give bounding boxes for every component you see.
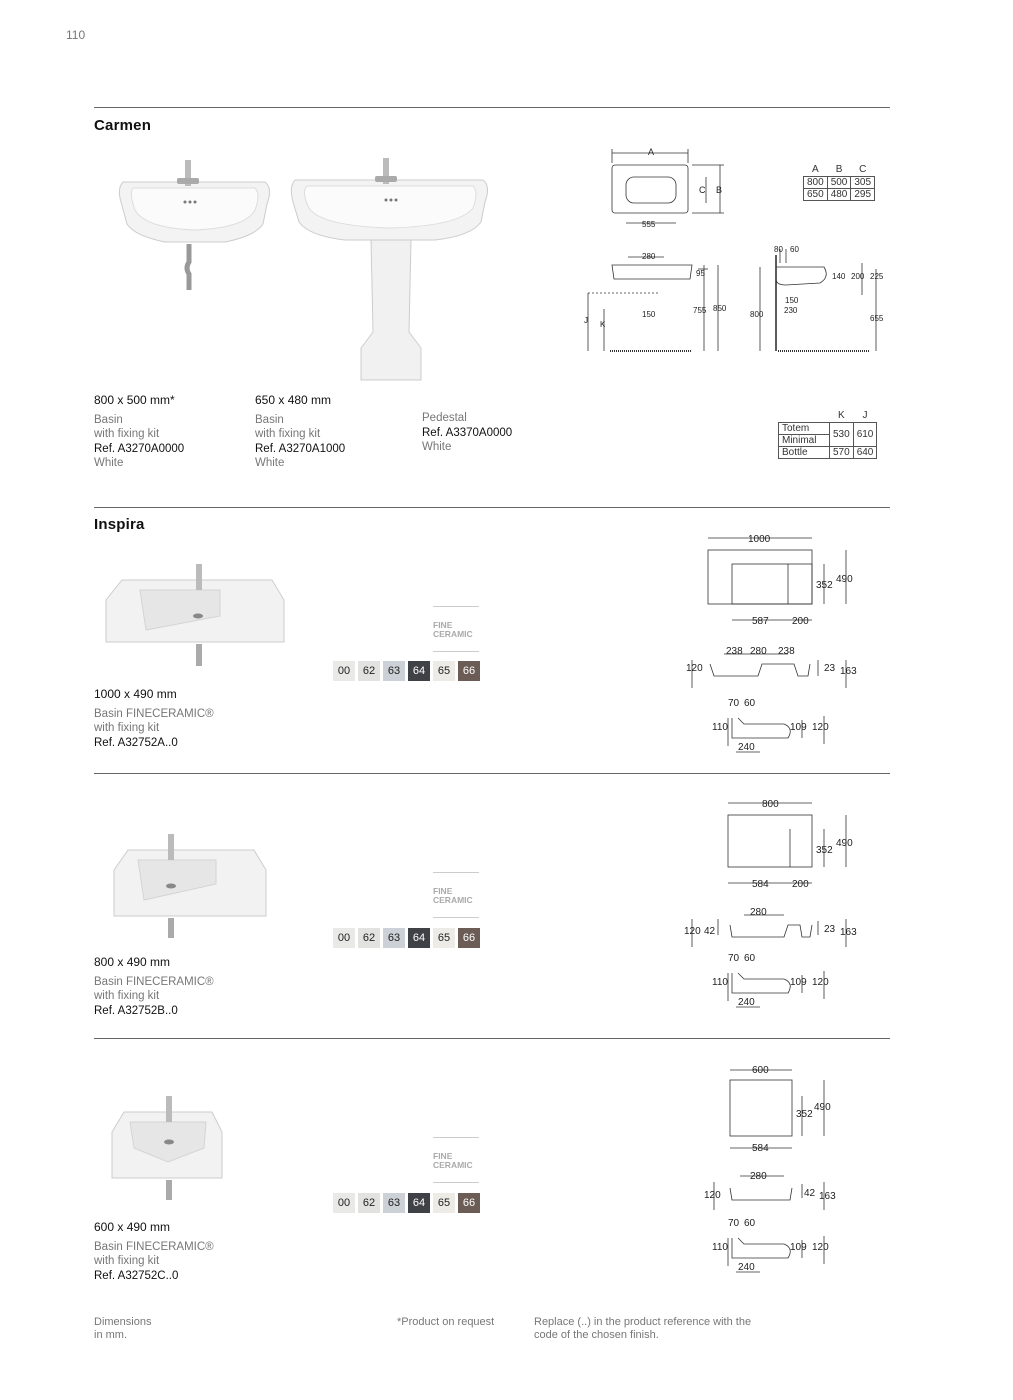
dim-label: 60 bbox=[744, 698, 756, 709]
dim-label: 23 bbox=[824, 924, 836, 935]
product-size: 600 x 490 mm bbox=[94, 1220, 171, 1234]
section-divider bbox=[94, 773, 890, 774]
finish-swatch[interactable]: 64 bbox=[408, 661, 430, 681]
table-cell: 650 bbox=[804, 189, 828, 201]
table-header: J bbox=[862, 410, 868, 421]
product-type: Basin FINECERAMIC® bbox=[94, 975, 214, 988]
dim-label: 200 bbox=[851, 272, 865, 281]
dim-label: 110 bbox=[712, 722, 728, 733]
product-ref: Ref. A32752B..0 bbox=[94, 1004, 178, 1017]
section-divider bbox=[94, 1038, 890, 1039]
table-cell: Bottle bbox=[779, 447, 830, 459]
product-ref: Ref. A3370A0000 bbox=[422, 426, 513, 439]
footer-line: code of the chosen finish. bbox=[534, 1329, 659, 1341]
dim-label: 23 bbox=[824, 663, 836, 674]
section-title-inspira: Inspira bbox=[94, 516, 145, 533]
footer-line: Replace (..) in the product reference with the bbox=[534, 1316, 752, 1328]
dim-label: 42 bbox=[704, 926, 716, 937]
dim-label: 240 bbox=[738, 1262, 755, 1273]
finish-swatch[interactable]: 65 bbox=[433, 661, 455, 681]
dim-label: 655 bbox=[870, 314, 884, 323]
product-color: White bbox=[94, 457, 124, 469]
product-block bbox=[94, 393, 184, 471]
logo-text: CERAMIC bbox=[433, 629, 473, 639]
product-block bbox=[422, 411, 512, 455]
table-cell: 570 bbox=[830, 447, 854, 459]
fineceramic-logo bbox=[433, 872, 479, 905]
dim-label: 60 bbox=[744, 953, 756, 964]
logo-text: FINE bbox=[433, 1151, 453, 1161]
product-type: Pedestal bbox=[422, 412, 467, 424]
finish-swatch[interactable]: 63 bbox=[383, 661, 405, 681]
table-cell: 640 bbox=[853, 447, 877, 459]
dim-label: 225 bbox=[870, 272, 884, 281]
dim-label: 352 bbox=[816, 580, 833, 591]
inspira-800-basin-image bbox=[108, 830, 273, 940]
carmen-wall-basin-image bbox=[115, 152, 275, 292]
divider bbox=[433, 651, 479, 652]
table-cell: 295 bbox=[851, 189, 875, 201]
product-kit: with fixing kit bbox=[94, 428, 160, 440]
dim-label: 163 bbox=[840, 666, 857, 677]
dim-label: 200 bbox=[792, 616, 809, 627]
inspira-600-technical-drawing bbox=[684, 1062, 864, 1278]
footer-line: in mm. bbox=[94, 1329, 127, 1341]
finish-swatches bbox=[333, 928, 483, 948]
logo-text: CERAMIC bbox=[433, 895, 473, 905]
inspira-800-technical-drawing bbox=[684, 795, 864, 1011]
dim-label: 238 bbox=[726, 646, 743, 657]
table-cell: 500 bbox=[827, 177, 851, 189]
dim-label: 490 bbox=[814, 1102, 831, 1113]
dim-label: 555 bbox=[642, 220, 656, 229]
dim-label: J bbox=[584, 316, 588, 325]
table-row bbox=[779, 447, 877, 459]
table-cell: 305 bbox=[851, 177, 875, 189]
product-block bbox=[94, 955, 214, 1018]
dim-label: 140 bbox=[832, 272, 846, 281]
table-header: C bbox=[859, 164, 867, 175]
dim-label: 238 bbox=[778, 646, 795, 657]
dim-label: 1000 bbox=[748, 534, 771, 545]
table-header: A bbox=[812, 164, 819, 175]
product-block bbox=[94, 1220, 214, 1283]
dim-label: 120 bbox=[812, 722, 829, 733]
dim-label: 280 bbox=[642, 252, 656, 261]
dim-label: 110 bbox=[712, 1242, 728, 1253]
finish-swatch[interactable]: 00 bbox=[333, 1193, 355, 1213]
product-type: Basin bbox=[94, 413, 123, 426]
dim-label: B bbox=[716, 185, 723, 195]
table-row bbox=[804, 189, 875, 201]
product-type: Basin FINECERAMIC® bbox=[94, 1240, 214, 1253]
dim-label: 120 bbox=[686, 663, 703, 674]
finish-swatches bbox=[333, 661, 483, 681]
finish-swatch[interactable]: 62 bbox=[358, 1193, 380, 1213]
dim-label: 600 bbox=[752, 1065, 769, 1076]
finish-swatch[interactable]: 63 bbox=[383, 1193, 405, 1213]
table-cell: Totem bbox=[779, 423, 830, 435]
table-cell: 610 bbox=[853, 423, 877, 447]
inspira-600-basin-image bbox=[108, 1092, 233, 1204]
dim-label: 42 bbox=[804, 1188, 816, 1199]
product-ref: Ref. A3270A1000 bbox=[255, 442, 346, 455]
finish-swatch[interactable]: 64 bbox=[408, 928, 430, 948]
finish-swatch[interactable]: 65 bbox=[433, 1193, 455, 1213]
fineceramic-logo bbox=[433, 606, 479, 639]
dim-label: 490 bbox=[836, 838, 853, 849]
divider bbox=[433, 1182, 479, 1183]
dim-label: K bbox=[600, 320, 606, 329]
dim-label: 352 bbox=[816, 845, 833, 856]
logo-text: FINE bbox=[433, 886, 453, 896]
finish-swatch[interactable]: 66 bbox=[458, 661, 480, 681]
product-kit: with fixing kit bbox=[94, 1255, 160, 1267]
dim-label: 280 bbox=[750, 907, 767, 918]
product-size: 1000 x 490 mm bbox=[94, 687, 177, 701]
table-cell: Minimal bbox=[779, 435, 830, 447]
dim-label: 109 bbox=[790, 722, 807, 733]
fineceramic-logo bbox=[433, 1137, 479, 1170]
product-kit: with fixing kit bbox=[255, 428, 321, 440]
product-type: Basin bbox=[255, 413, 284, 426]
finish-swatch[interactable]: 63 bbox=[383, 928, 405, 948]
dim-label: 95 bbox=[696, 269, 705, 278]
finish-swatch[interactable]: 64 bbox=[408, 1193, 430, 1213]
product-block bbox=[94, 687, 214, 750]
dim-label: 150 bbox=[642, 310, 656, 319]
dim-label: 163 bbox=[840, 927, 857, 938]
dim-label: 240 bbox=[738, 997, 755, 1008]
product-size: 800 x 490 mm bbox=[94, 955, 171, 969]
footer-line: Dimensions bbox=[94, 1316, 152, 1328]
dim-label: 110 bbox=[712, 977, 728, 988]
logo-text: FINE bbox=[433, 620, 453, 630]
dim-label: 352 bbox=[796, 1109, 813, 1120]
dim-label: 230 bbox=[784, 306, 798, 315]
dim-label: 120 bbox=[704, 1190, 721, 1201]
table-header: K bbox=[838, 410, 845, 421]
finish-swatch[interactable]: 00 bbox=[333, 928, 355, 948]
table-cell: 800 bbox=[804, 177, 828, 189]
dim-label: 280 bbox=[750, 1171, 767, 1182]
finish-swatch[interactable]: 66 bbox=[458, 1193, 480, 1213]
dim-label: 109 bbox=[790, 1242, 807, 1253]
section-title-carmen: Carmen bbox=[94, 117, 152, 134]
dim-label: 587 bbox=[752, 616, 769, 627]
product-size: 800 x 500 mm* bbox=[94, 393, 175, 407]
dim-label: 120 bbox=[684, 926, 701, 937]
dim-label: 70 bbox=[728, 1218, 740, 1229]
product-ref: Ref. A32752A..0 bbox=[94, 736, 178, 749]
inspira-1000-basin-image bbox=[100, 560, 290, 670]
inspira-1000-technical-drawing bbox=[684, 530, 864, 756]
carmen-pedestal-basin-image bbox=[285, 152, 495, 384]
dim-label: A bbox=[648, 147, 655, 157]
footer-line: *Product on request bbox=[397, 1316, 495, 1328]
finish-swatches bbox=[333, 1193, 483, 1213]
table-header: B bbox=[835, 164, 843, 175]
dim-label: 80 bbox=[774, 245, 783, 254]
product-color: White bbox=[255, 457, 285, 469]
logo-text: CERAMIC bbox=[433, 1160, 473, 1170]
dim-label: 120 bbox=[812, 1242, 829, 1253]
finish-swatch[interactable]: 62 bbox=[358, 661, 380, 681]
finish-swatch[interactable]: 00 bbox=[333, 661, 355, 681]
table-cell: 480 bbox=[827, 189, 851, 201]
dim-label: 60 bbox=[744, 1218, 756, 1229]
finish-swatch[interactable]: 65 bbox=[433, 928, 455, 948]
product-kit: with fixing kit bbox=[94, 990, 160, 1002]
product-size: 650 x 480 mm bbox=[255, 393, 332, 407]
product-kit: with fixing kit bbox=[94, 722, 160, 734]
dim-label: 120 bbox=[812, 977, 829, 988]
page-number: 110 bbox=[66, 28, 86, 42]
product-ref: Ref. A3270A0000 bbox=[94, 442, 185, 455]
product-type: Basin FINECERAMIC® bbox=[94, 707, 214, 720]
section-divider bbox=[94, 107, 890, 108]
divider bbox=[433, 917, 479, 918]
dim-label: 280 bbox=[750, 646, 767, 657]
product-color: White bbox=[422, 441, 452, 453]
footer-replace-note bbox=[534, 1316, 751, 1342]
dim-label: 70 bbox=[728, 698, 740, 709]
dim-label: 490 bbox=[836, 574, 853, 585]
dim-label: 150 bbox=[785, 296, 799, 305]
dim-label: C bbox=[699, 185, 706, 195]
dim-label: 109 bbox=[790, 977, 807, 988]
section-divider bbox=[94, 507, 890, 508]
table-row bbox=[779, 423, 877, 435]
dim-label: 70 bbox=[728, 953, 740, 964]
dim-label: 163 bbox=[819, 1191, 836, 1202]
finish-swatch[interactable]: 66 bbox=[458, 928, 480, 948]
finish-swatch[interactable]: 62 bbox=[358, 928, 380, 948]
carmen-dimension-table bbox=[803, 164, 875, 201]
dim-label: 60 bbox=[790, 245, 799, 254]
dim-label: 800 bbox=[762, 799, 779, 810]
pedestal-height-table bbox=[778, 410, 877, 459]
product-block bbox=[255, 393, 345, 471]
dim-label: 850 bbox=[713, 304, 727, 313]
dim-label: 200 bbox=[792, 879, 809, 890]
footer-request-note bbox=[397, 1316, 494, 1329]
dim-label: 584 bbox=[752, 1143, 769, 1154]
dim-label: 584 bbox=[752, 879, 769, 890]
dim-label: 800 bbox=[750, 310, 764, 319]
table-row bbox=[804, 177, 875, 189]
table-cell: 530 bbox=[830, 423, 854, 447]
product-ref: Ref. A32752C..0 bbox=[94, 1269, 179, 1282]
dim-label: 755 bbox=[693, 306, 707, 315]
footer-dimensions-note bbox=[94, 1316, 151, 1342]
dim-label: 240 bbox=[738, 742, 755, 753]
